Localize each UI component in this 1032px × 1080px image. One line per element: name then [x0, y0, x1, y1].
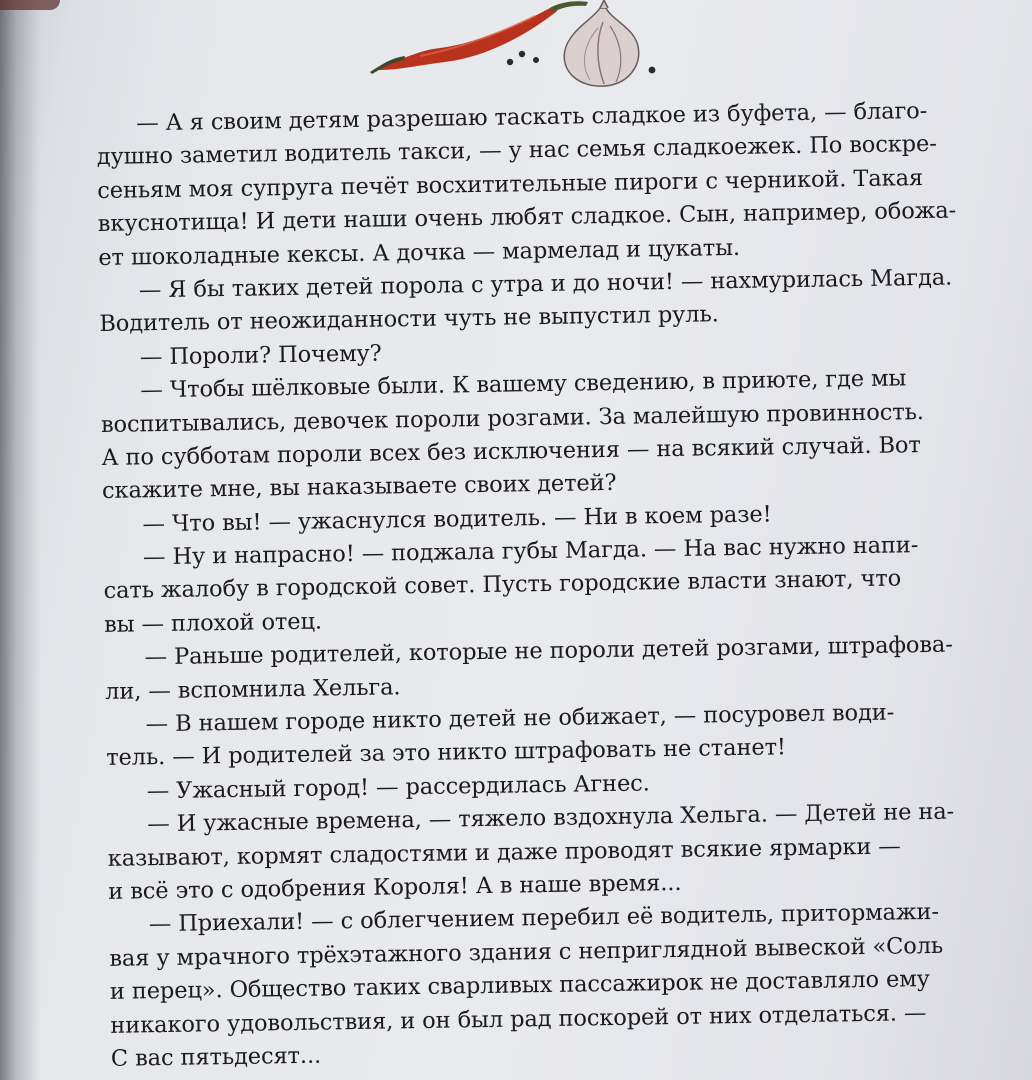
text-line: ли, — вспомнила Хельга. [104, 673, 401, 705]
text-line: — Ну и напрасно! — поджала губы Магда. — На вас нужно напи- [142, 532, 919, 571]
text-line: вы — плохой отец. [103, 608, 323, 638]
text-line: вая у мрачного трёхэтажного здания с неприглядной вывеской «Соль [109, 932, 944, 972]
garlic-icon [564, 0, 638, 86]
chili-pepper-icon [370, 1, 588, 74]
text-line: — И ужасные времена, — тяжело вздохнула Хельга. — Детей не на- [147, 798, 955, 838]
text-line: С вас пятьдесят... [110, 1042, 322, 1072]
text-line: А по субботам пороли всех без исключения — на всякий случай. Вот [101, 431, 921, 471]
text-line: — В нашем городе никто детей не обижает, — посуровел води- [145, 699, 895, 738]
story-text [96, 94, 1001, 1076]
text-line: скажите мне, вы наказываете своих детей? [101, 470, 617, 505]
text-line: — Чтобы шёлковые были. К вашему сведению, в приюте, где мы [140, 365, 907, 404]
text-line: — Пороли? Почему? [139, 340, 382, 371]
text-line: и перец». Общество таких сварливых пассажирок не доставляло ему [109, 966, 931, 1006]
text-line: казывают, кормят сладостями и даже проводят всякие ярмарки — [107, 833, 901, 872]
text-line: — Я бы таких детей порола с утра и до ночи! — нахмурилась Магда. [138, 264, 953, 304]
text-line: и всё это с одобрения Короля! А в наше время... [108, 869, 682, 905]
spice-illustration [360, 0, 680, 100]
text-line: душно заметил водитель такси, — у нас семья сладкоежек. По воскре- [96, 131, 937, 171]
text-line: — Ужасный город! — рассердилась Агнес. [146, 770, 650, 805]
text-line: — Раньше родителей, которые не пороли детей розгами, штрафова- [144, 631, 953, 671]
text-line: сеньям моя супруга печёт восхитительные пироги с черникой. Такая [97, 164, 924, 204]
text-line: — Приехали! — с облегчением перебил её водитель, притормажи- [148, 899, 940, 938]
text-line: — А я своим детям разрешаю таскать сладкое из буфета, — благо- [136, 97, 928, 137]
text-line: воспитывались, девочек пороли розгами. За малейшую провинность. [100, 398, 925, 438]
text-line: никакого удовольствия, и он был рад поскорей от них отделаться. — [110, 999, 927, 1039]
text-line: Водитель от неожиданности чуть не выпустил руль. [99, 301, 719, 338]
text-line: ет шоколадные кексы. А дочка — мармелад и цукаты. [98, 234, 741, 271]
text-line: сать жалобу в городской совет. Пусть городские власти знают, что [103, 565, 902, 605]
spine-shadow [0, 0, 40, 1080]
cover-edge [0, 0, 60, 10]
text-line: — Что вы! — ужаснулся водитель. — Ни в коем разе! [142, 501, 772, 538]
text-line: вкуснотища! И дети наши очень любят сладкое. Сын, например, обожа- [97, 197, 957, 238]
text-line: тель. — И родителей за это никто штрафовать не станет! [106, 734, 787, 772]
